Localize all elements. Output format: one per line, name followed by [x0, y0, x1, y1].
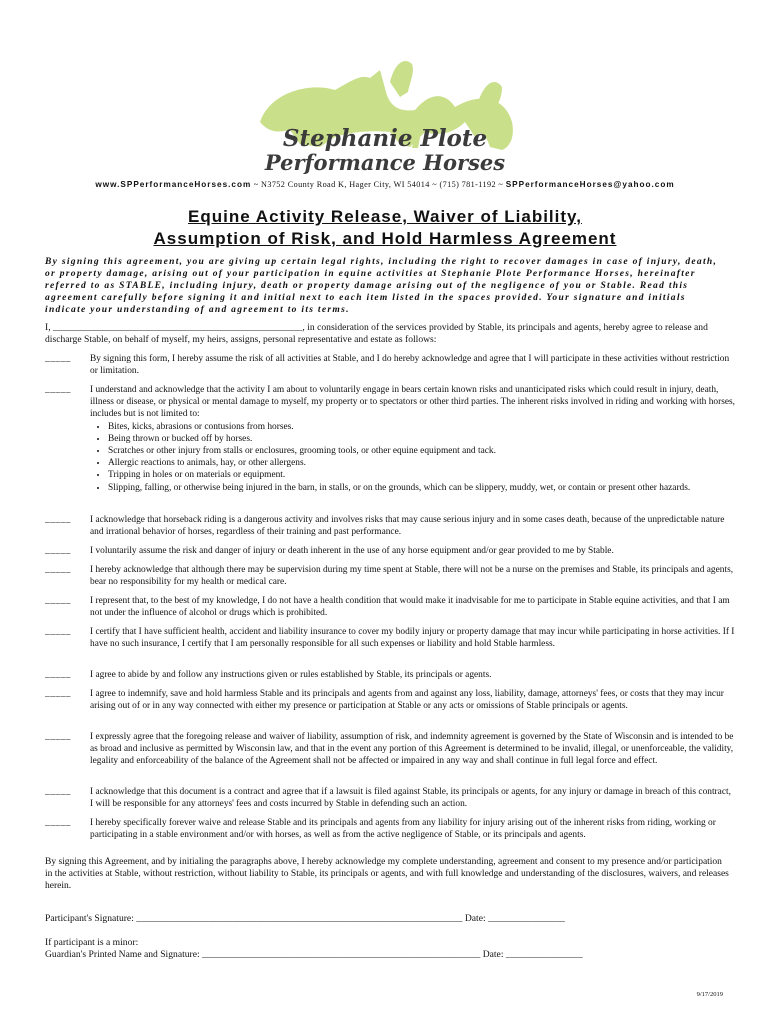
clause-4: [45, 545, 735, 557]
guardian-signature-label: Guardian's Printed Name and Signature:: [45, 949, 200, 960]
horse-logo: [240, 52, 530, 174]
document-title: [0, 206, 770, 250]
clause-6: [45, 595, 735, 619]
clause-text: I voluntarily assume the risk and danger of injury or death inherent in the use of any horse equipment and/or gear provided to me by Stable.: [90, 546, 614, 556]
logo-text-line2: Performance Horses: [264, 150, 506, 174]
risk-item: • Being thrown or bucked off by horses.: [108, 433, 735, 445]
initial-blank[interactable]: _____: [45, 689, 71, 699]
clause-8: [45, 669, 735, 681]
clause-text: I agree to indemnify, save and hold harmless Stable and its principals and agents from and against any loss, liability, damage, attorneys' fees, or costs that they may incur arising out of or in any way connected with either my presence or participation at Stable or any acts or omissions of Stable principals or agents.: [90, 689, 724, 712]
clause-text: I agree to abide by and follow any instructions given or rules established by Stable, its principals or agents.: [90, 670, 492, 680]
initial-blank[interactable]: _____: [45, 565, 71, 575]
guardian-signature-field[interactable]: __________________________________________________________: [202, 949, 481, 960]
guardian-date-field[interactable]: ________________: [505, 949, 583, 960]
clause-9: [45, 688, 735, 712]
contact-line: [0, 180, 770, 189]
initial-blank[interactable]: _____: [45, 515, 71, 525]
initial-blank[interactable]: _____: [45, 627, 71, 637]
risk-item: • Allergic reactions to animals, hay, or other allergens.: [108, 457, 735, 469]
initial-blank[interactable]: _____: [45, 596, 71, 606]
title-line-2: Assumption of Risk, and Hold Harmless Agreement: [153, 229, 617, 248]
risk-item: • Scratches or other injury from stalls or enclosures, grooming tools, or other equine equipment and tack.: [108, 445, 735, 457]
participant-signature-row: [45, 913, 735, 926]
clause-2: [45, 384, 735, 494]
participant-signature-field[interactable]: ____________________________________________________________________: [136, 913, 463, 924]
email-link[interactable]: SPPerformanceHorses@yahoo.com: [505, 180, 675, 189]
clause-text: I hereby specifically forever waive and release Stable and its principals and agents from any liability for injury arising out of the inherent risks from riding, working or participating in a stable environment and/or with horses, as well as from the active negligence of Stable, or its principals and agents.: [90, 818, 716, 841]
intro-paragraph: By signing this agreement, you are giving up certain legal rights, including the right to recover damages in case of injury, death, or property damage, arising out of your participation in equine activities at Stephanie Plote Performance Horses, hereinafter referred to as STABLE, including injury, death or property damage arising out of the negligence of you or Stable. Read this agreement carefully before signing it and initial next to each item listed in the spaces provided. Your signature and initials indicate your understanding of and agreement to its terms.: [45, 257, 718, 315]
website-link[interactable]: www.SPPerformanceHorses.com: [95, 180, 252, 189]
participant-date-field[interactable]: ________________: [488, 913, 565, 924]
name-consideration-paragraph: I, ____________________________________________________, in consideration of the services provided by Stable, its principals and agents, hereby agree to release and discharge Stable, on behalf of myself, my heirs, assigns, personal representative and estate as follows:: [45, 322, 708, 346]
initial-blank[interactable]: _____: [45, 354, 71, 364]
clause-text: I hereby acknowledge that although there may be supervision during my time spent at Stable, there will not be a nurse on the premises and Stable, its principals and agents, bear no responsibility for my health or medical care.: [90, 565, 734, 588]
clause-text: I expressly agree that the foregoing release and waiver of liability, assumption of risk, and indemnity agreement is governed by the State of Wisconsin and is intended to be as broad and inclusive as permitted by Wisconsin law, and that in the event any portion of this Agreement is determined to be invalid, illegal, or unenforceable, the validity, legality and enforceability of the balance of the Agreement shall not be affected or impaired in any way and shall continue in full legal force and effect.: [90, 732, 734, 767]
initial-blank[interactable]: _____: [45, 787, 71, 797]
clause-text: I represent that, to the best of my knowledge, I do not have a health condition that would make it inadvisable for me to participate in Stable equine activities, and that I am not under the influence of alcohol or drugs which is prohibited.: [90, 596, 730, 619]
clause-12: [45, 817, 735, 841]
contact-address-phone: ~ N3752 County Road K, Hager City, WI 54014 ~ (715) 781-1192 ~: [253, 180, 504, 189]
clause-7: [45, 626, 735, 650]
minor-label: If participant is a minor:: [45, 937, 139, 948]
initial-blank[interactable]: _____: [45, 732, 71, 742]
title-line-1: Equine Activity Release, Waiver of Liability,: [188, 207, 582, 226]
clause-text: I understand and acknowledge that the activity I am about to voluntarily engage in bears certain known risks and unanticipated risks which could result in injury, death, illness or disease, or physical or mental damage to myself, my property or to spectators or other third parties. The inherent risks involved in riding and working with horses, includes but is not limited to:: [90, 385, 735, 420]
initial-blank[interactable]: _____: [45, 670, 71, 680]
clause-10: [45, 731, 735, 768]
initial-blank[interactable]: _____: [45, 385, 71, 395]
clause-3: [45, 514, 735, 538]
risk-item: • Slipping, falling, or otherwise being injured in the barn, in stalls, or on the grounds, which can be slippery, muddy, wet, or contain or present other hazards.: [108, 482, 735, 494]
clause-text: I acknowledge that horseback riding is a dangerous activity and involves risks that may cause serious injury and in some cases death, because of the unpredictable nature and irrational behavior of horses, regardless of their training and past performance.: [90, 515, 725, 538]
clause-text: I acknowledge that this document is a contract and agree that if a lawsuit is filed against Stable, its principals or agents, for any injury or damage in breach of this contract, I will be responsible for any attorneys' fees and costs incurred by Stable in defending such an action.: [90, 787, 731, 810]
clause-11: [45, 786, 735, 810]
logo-text-line1: Stephanie Plote: [282, 125, 488, 152]
risk-list: [90, 421, 735, 494]
participant-signature-label: Participant's Signature:: [45, 913, 134, 924]
date-label: Date:: [464, 913, 486, 924]
footer-date: 9/17/2019: [696, 991, 723, 998]
risk-item: • Bites, kicks, abrasions or contusions from horses.: [108, 421, 735, 433]
risk-item: • Tripping in holes or on materials or equipment.: [108, 469, 735, 481]
initial-blank[interactable]: _____: [45, 818, 71, 828]
clause-5: [45, 564, 735, 588]
guardian-signature-row: [45, 949, 735, 962]
clause-text: By signing this form, I hereby assume the risk of all activities at Stable, and I do hereby acknowledge and agree that I will participate in these activities without restriction or limitation.: [90, 354, 730, 377]
initial-blank[interactable]: _____: [45, 546, 71, 556]
clause-1: [45, 353, 735, 377]
clause-text: I certify that I have sufficient health, accident and liability insurance to cover my bodily injury or property damage that may incur while participating in horse activities. If I have no such insurance, I certify that I am personally responsible for all such expenses or liability and hold Stable harmless.: [90, 627, 735, 650]
closing-paragraph: By signing this Agreement, and by initialing the paragraphs above, I hereby acknowledge my complete understanding, agreement and consent to my presence and/or participation in the activities at Stable, without restriction, without liability to Stable, its principals or agents, and with full knowledge and understanding of the disclosures, waivers, and releases herein.: [45, 857, 729, 892]
date-label: Date:: [482, 949, 504, 960]
